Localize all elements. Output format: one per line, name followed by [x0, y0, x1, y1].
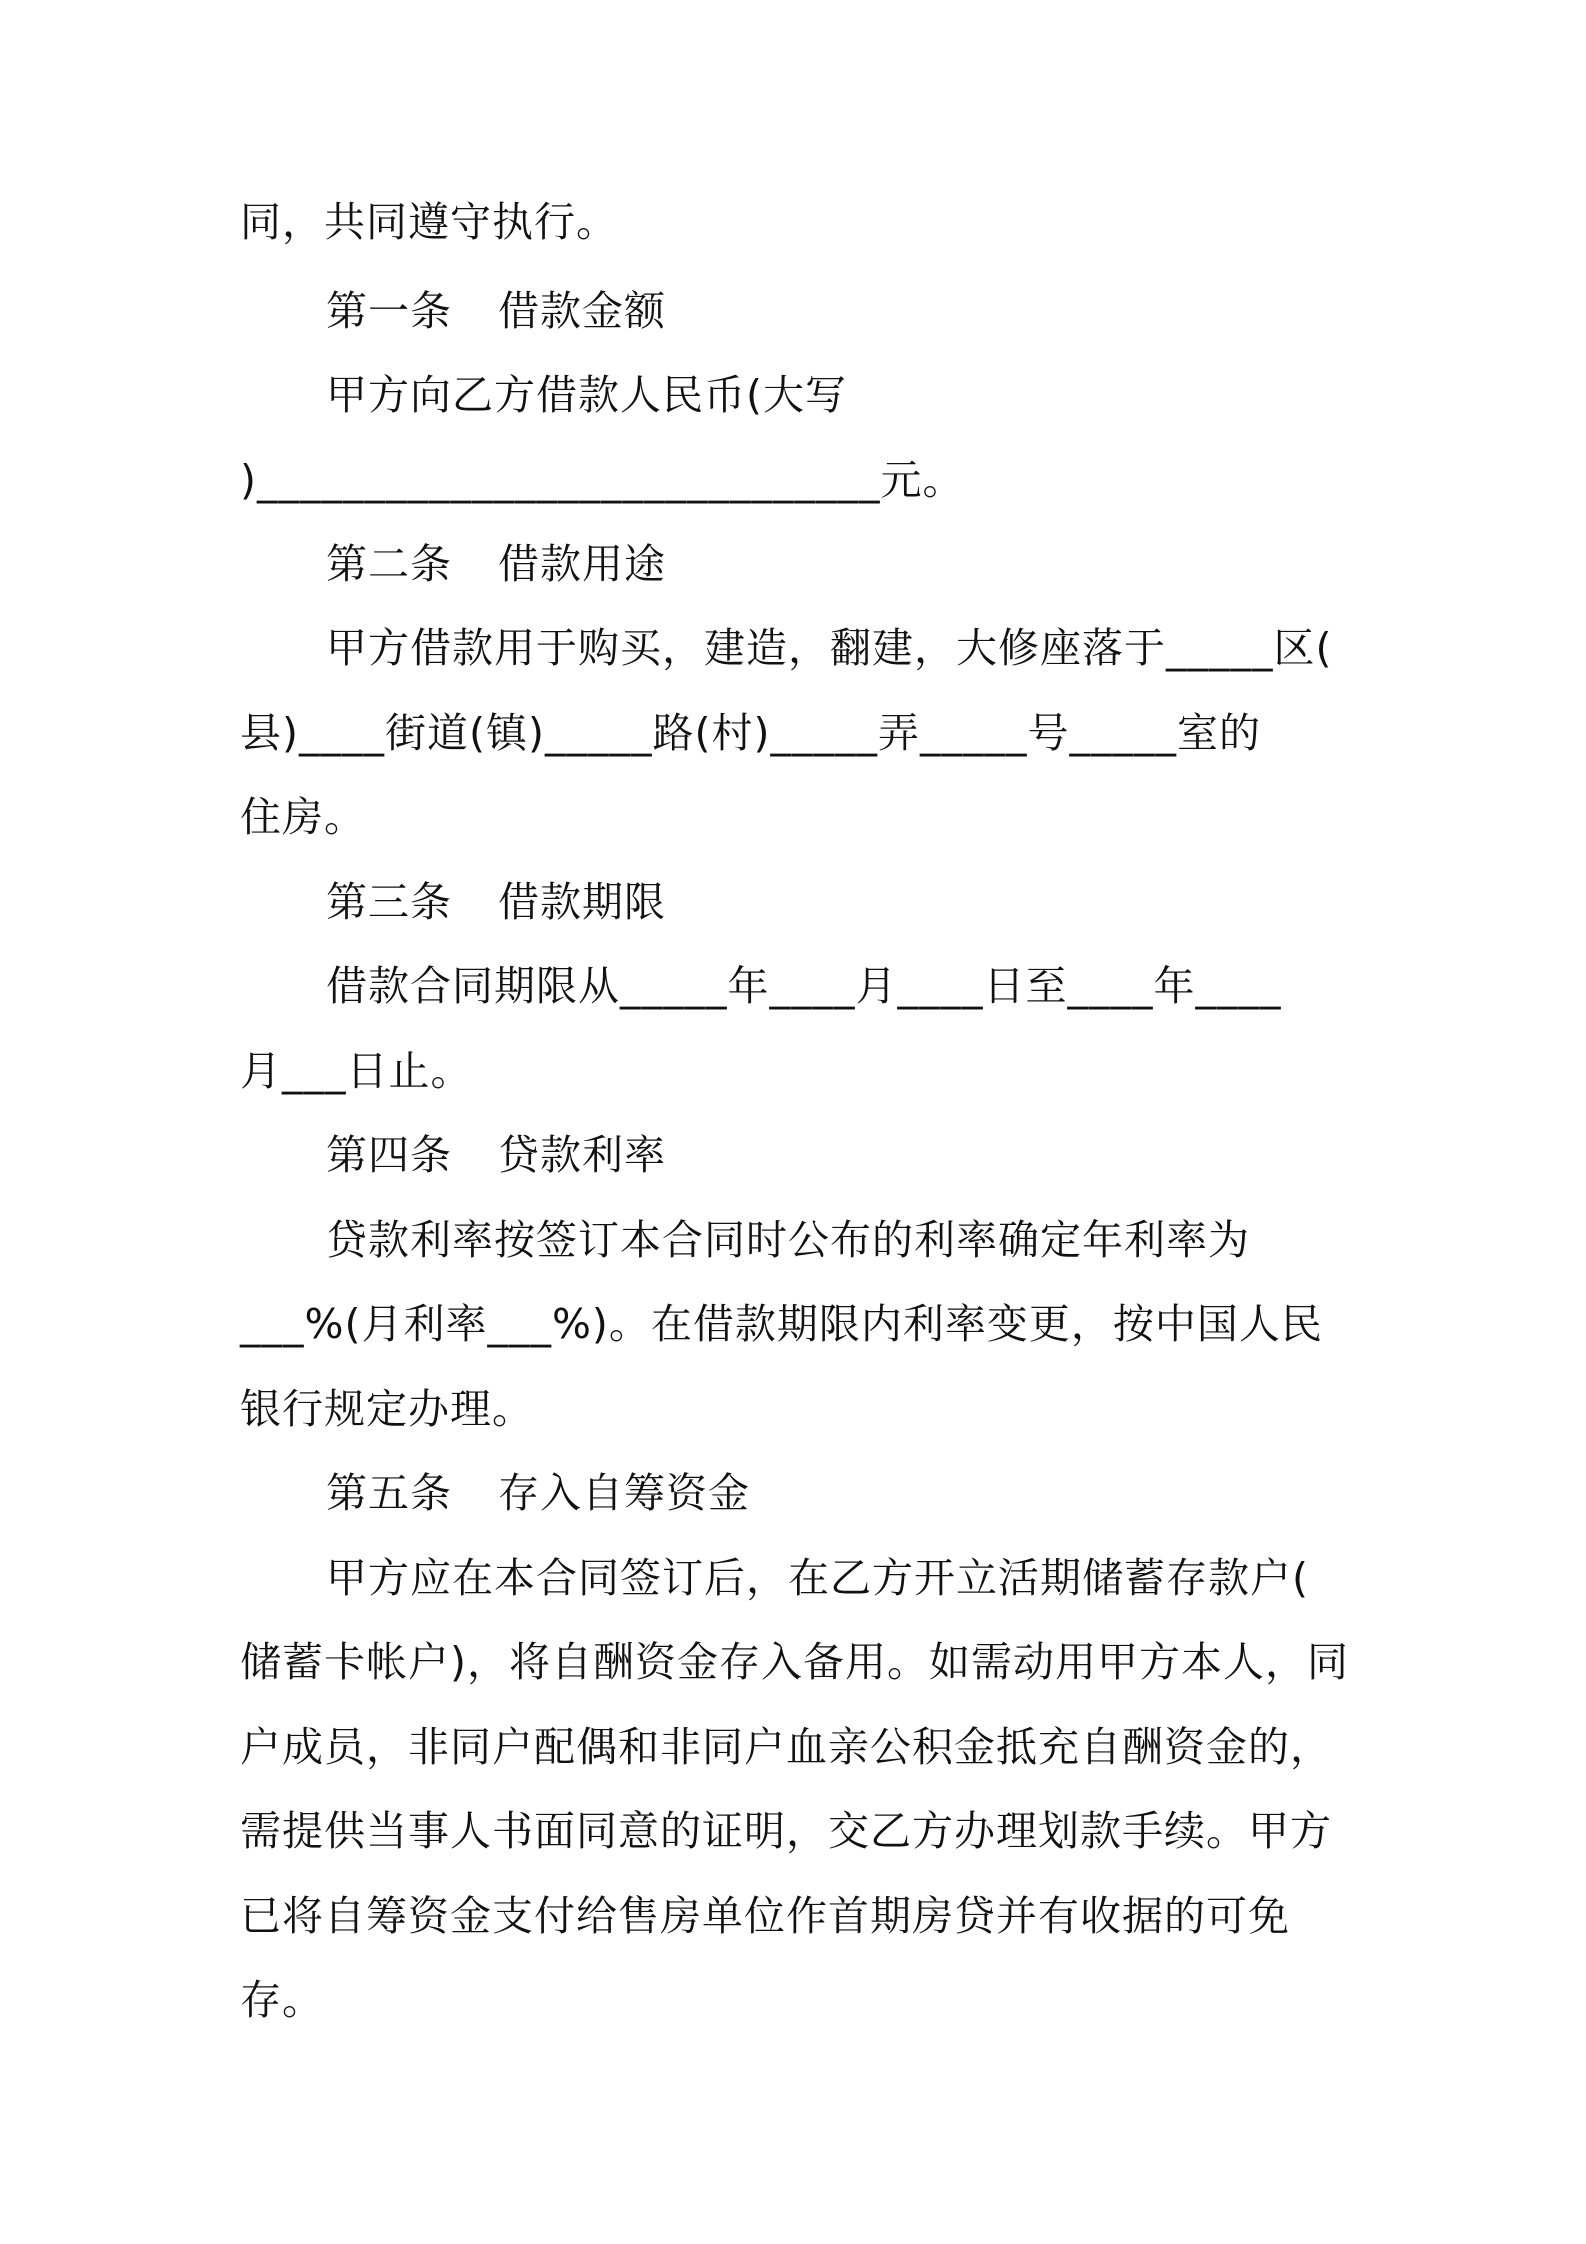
article-title: 借款期限: [498, 878, 666, 926]
text-line: )_____________________________元。: [240, 456, 965, 504]
article-number: 第五条: [326, 1469, 452, 1517]
article-number: 第二条: [326, 540, 452, 588]
text-line: ___%(月利率___%)。在借款期限内利率变更，按中国人民: [240, 1300, 1323, 1348]
article-heading-2: [326, 538, 1446, 590]
text-line: 存。: [240, 1976, 324, 2024]
article-heading-4: [326, 1129, 1446, 1181]
article-title: 借款用途: [498, 540, 666, 588]
text-line: 甲方向乙方借款人民币(大写: [326, 371, 847, 419]
article-number: 第一条: [326, 287, 452, 335]
text-line: 储蓄卡帐户)，将自酬资金存入备用。如需动用甲方本人，同: [240, 1638, 1349, 1686]
article-heading-1: [326, 285, 1446, 337]
text-line: 住房。: [240, 793, 366, 841]
article-number: 第三条: [326, 878, 452, 926]
article-heading-3: [326, 876, 1446, 928]
text-line: 贷款利率按签订本合同时公布的利率确定年利率为: [326, 1216, 1250, 1264]
text-line: 借款合同期限从_____年____月____日至____年____: [326, 962, 1282, 1010]
text-line: 甲方应在本合同签订后，在乙方开立活期储蓄存款户(: [326, 1554, 1309, 1602]
text-line: 县)____街道(镇)_____路(村)_____弄_____号_____室的: [240, 709, 1261, 757]
article-title: 存入自筹资金: [498, 1469, 750, 1517]
text-line: 需提供当事人书面同意的证明，交乙方办理划款手续。甲方: [240, 1807, 1332, 1855]
text-line: 甲方借款用于购买，建造，翻建，大修座落于_____区(: [326, 624, 1333, 672]
article-number: 第四条: [326, 1131, 452, 1179]
text-line: 月___日止。: [240, 1047, 473, 1095]
article-title: 贷款利率: [498, 1131, 666, 1179]
text-line: 同，共同遵守执行。: [240, 198, 618, 246]
text-line: 已将自筹资金支付给售房单位作首期房贷并有收据的可免: [240, 1892, 1290, 1940]
text-line: 银行规定办理。: [240, 1385, 534, 1433]
article-heading-5: [326, 1467, 1446, 1519]
article-title: 借款金额: [498, 287, 666, 335]
text-line: 户成员，非同户配偶和非同户血亲公积金抵充自酬资金的，: [240, 1723, 1332, 1771]
